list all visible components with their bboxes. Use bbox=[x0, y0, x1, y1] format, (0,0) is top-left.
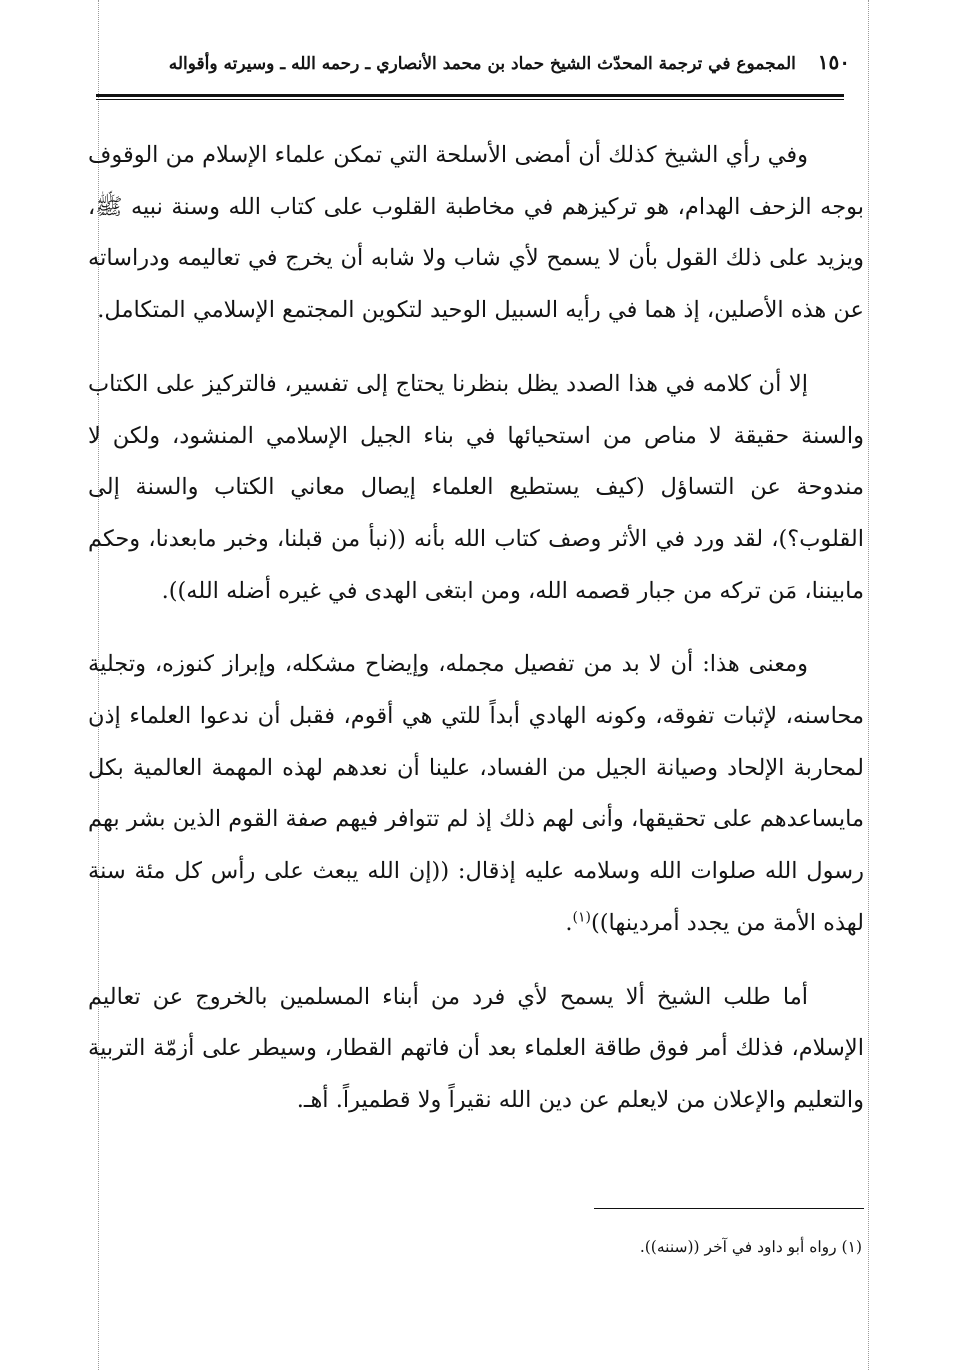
scan-margin-line-right bbox=[868, 0, 869, 1370]
footnote-separator bbox=[594, 1208, 864, 1209]
header-rule-thick bbox=[96, 94, 844, 97]
paragraph-2: إلا أن كلامه في هذا الصدد يظل بنظرنا يحتاج إلى تفسير، فالتركيز على الكتاب والسنة حقيقة لا مناص من استحيائها في بناء الجيل الإسلامي المنشود، ولكن لا مندوحة عن التساؤل (كيف يستطيع العلماء إيصال معاني الكتاب والسنة إلى القلوب؟)، لقد ورد في الأثر وصف كتاب الله بأنه ((نبأ من قبلنا، وخبر مابعدنا، وحكم مابيننا، مَن تركه من جبار قصمه الله، ومن ابتغى الهدى في غيره أضله الله)). bbox=[88, 370, 864, 604]
page-number: ١٥٠ bbox=[817, 50, 850, 74]
page-header bbox=[150, 50, 850, 80]
body-text bbox=[88, 130, 864, 1149]
header-rule-thin bbox=[96, 99, 844, 100]
running-title: المجموع في ترجمة المحدّث الشيخ حماد بن محمد الأنصاري ـ رحمه الله ـ وسيرته وأقواله bbox=[168, 54, 796, 74]
footnote: (١) رواه أبو داود في آخر ((سننه)). bbox=[639, 1238, 862, 1256]
paragraph-1: وفي رأي الشيخ كذلك أن أمضى الأسلحة التي تمكن علماء الإسلام من الوقوف بوجه الزحف الهدام، هو تركيزهم في مخاطبة القلوب على كتاب الله وسنة نبيه ﷺ، ويزيد على ذلك القول بأن لا يسمح لأي شاب ولا شابه أن يخرج في تعاليمه ودراساته عن هذه الأصلين، إذ هما في رأيه السبيل الوحيد لتكوين المجتمع الإسلامي المتكامل. bbox=[88, 142, 864, 324]
paragraph-3-text: ومعنى هذا: أن لا بد من تفصيل مجمله، وإيضاح مشكله، وإبراز كنوزه، وتجلية محاسنه، لإثبات تفوقه، وكونه الهادي أبداً للتي هي أقوم، فقبل أن ندعوا العلماء إذن لمحاربة الإلحاد وصيانة الجيل من الفساد، علينا أن نعدهم لهذه المهمة العالمية بكل مايساعدهم على تحقيقها، وأنى لهم ذلك إذ لم تتوافر فيهم صفة القوم الذين بشر بهم رسول الله صلوات الله وسلامه عليه إذقال: ((إن الله يبعث على رأس كل مئة سنة لهذه الأمة من يجدد أمردينها)) bbox=[88, 651, 864, 936]
paragraph-3-end: . bbox=[565, 909, 573, 936]
paragraph-4: أما طلب الشيخ ألا يسمح لأي فرد من أبناء المسلمين بالخروج عن تعاليم الإسلام، فذلك أمر فوق طاقة العلماء بعد أن فاتهم القطار، وسيطر على أزمّة التربية والتعليم والإعلان من لايعلم عن دين الله نقيراً ولا قطميراً. أهـ. bbox=[88, 983, 864, 1113]
paragraph-3 bbox=[88, 639, 864, 949]
footnote-reference[interactable]: (١) bbox=[572, 909, 591, 926]
